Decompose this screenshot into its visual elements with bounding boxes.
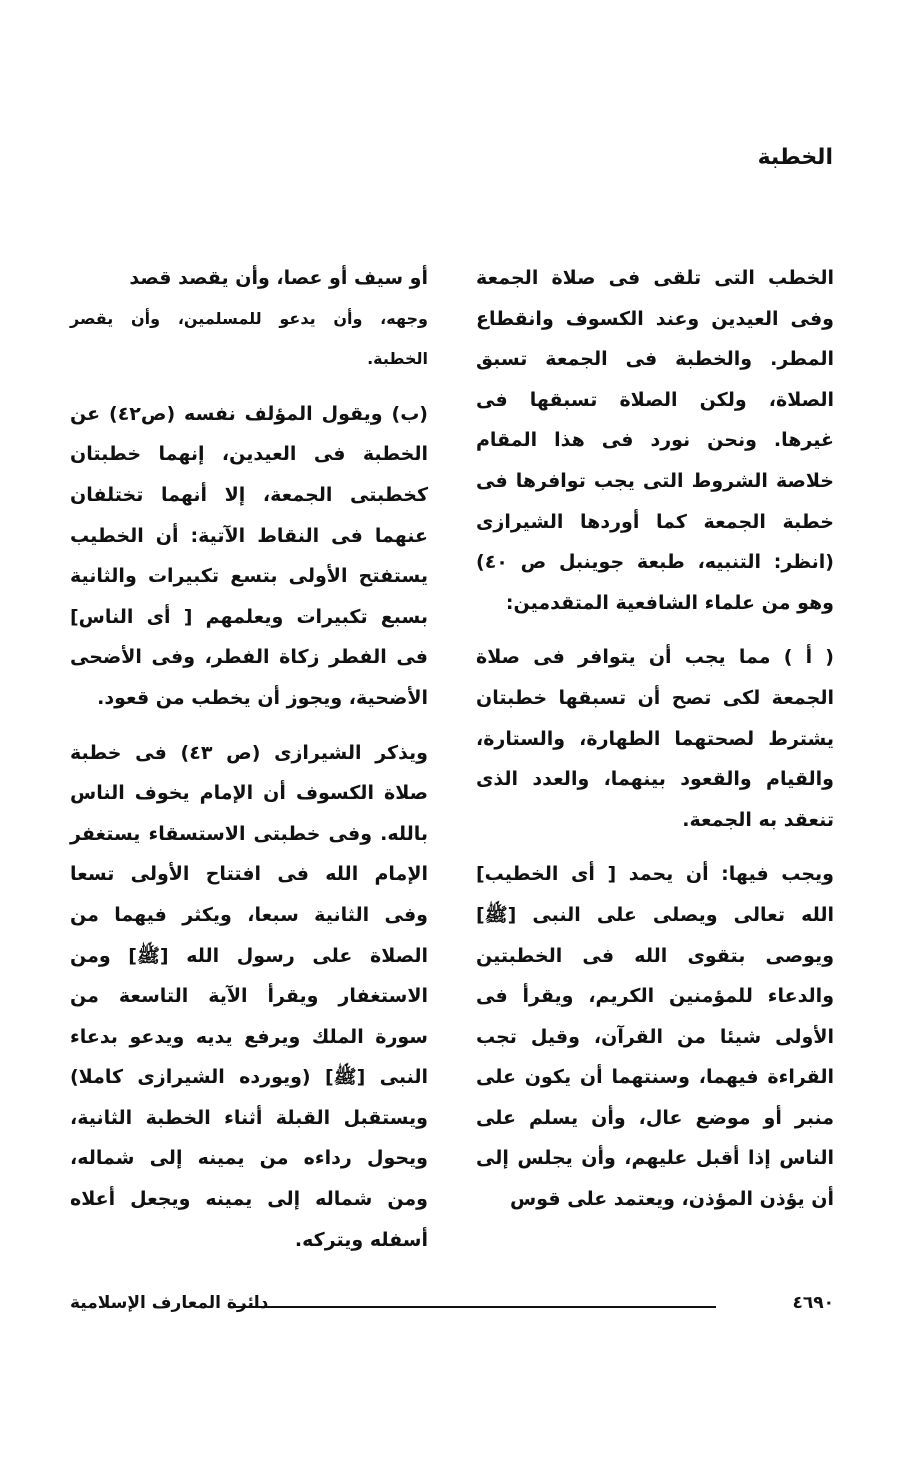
footer-rule: [230, 1306, 716, 1308]
paragraph: أو سيف أو عصا، وأن يقصد قصد: [129, 267, 428, 289]
paragraph: وجهه، وأن يدعو للمسلمين، وأن يقصر الخطبة.: [70, 308, 428, 369]
paragraph: (ب) ويقول المؤلف نفسه (ص٤٢) عن الخطبة فى العيدين، إنهما خطبتان كخطبتى الجمعة، إلا أنهما تختلفان عنهما فى النقاط الآتية: أن الخطيب يستفتح الأولى بتسع تكبيرات والثانية بسبع تكبيرات ويعلمهم [ أى الناس] فى الفطر زكاة الفطر، وفى الأضحى الأضحية، ويجوز أن يخطب من قعود.: [70, 402, 428, 709]
paragraph: الخطب التى تلقى فى صلاة الجمعة وفى العيدين وعند الكسوف وانقطاع المطر. والخطبة فى الجمعة تسبق الصلاة، ولكن الصلاة تسبقها فى غيرها. ونحن نورد فى هذا المقام خلاصة الشروط التى يجب توافرها فى خطبة الجمعة كما أوردها الشيرازى (انظر: التنبيه، طبعة جوينبل ص ٤٠) وهو من علماء الشافعية المتقدمين:: [476, 267, 834, 614]
publication-name: دائرة المعارف الإسلامية: [70, 1293, 269, 1313]
right-text-column: [476, 258, 834, 1234]
left-text-column: [70, 258, 428, 1274]
page-header-title: الخطبة: [757, 145, 833, 170]
paragraph: ويجب فيها: أن يحمد [ أى الخطيب] الله تعالى ويصلى على النبى [ﷺ] ويوصى بتقوى الله فى الخطبتين والدعاء للمؤمنين الكريم، ويقرأ فى الأولى شيئا من القرآن، وقيل تجب القراءة فيهما، وسنتهما أن يكون على منبر أو موضع عال، وأن يسلم على الناس إذا أقبل عليهم، وأن يجلس إلى أن يؤذن المؤذن، ويعتمد على قوس: [476, 863, 834, 1211]
paragraph: ( أ ) مما يجب أن يتوافر فى صلاة الجمعة لكى تصح أن تسبقها خطبتان يشترط لصحتهما الطهارة، والستارة، والقيام والقعود بينهما، والعدد الذى تنعقد به الجمعة.: [476, 646, 834, 831]
page-number: ٤٦٩٠: [792, 1293, 834, 1313]
page-footer: [70, 1293, 834, 1323]
paragraph: ويذكر الشيرازى (ص ٤٣) فى خطبة صلاة الكسوف أن الإمام يخوف الناس بالله. وفى خطبتى الاستسقاء يستغفر الإمام الله فى افتتاح الأولى تسعا وفى الثانية سبعا، ويكثر فيهما من الصلاة على رسول الله [ﷺ] ومن الاستغفار ويقرأ الآية التاسعة من سورة الملك ويرفع يديه ويدعو بدعاء النبى [ﷺ] (ويورده الشيرازى كاملا) ويستقبل القبلة أثناء الخطبة الثانية، ويحول رداءه من يمينه إلى شماله، ومن شماله إلى يمينه ويجعل أعلاه أسفله ويتركه.: [70, 741, 428, 1251]
